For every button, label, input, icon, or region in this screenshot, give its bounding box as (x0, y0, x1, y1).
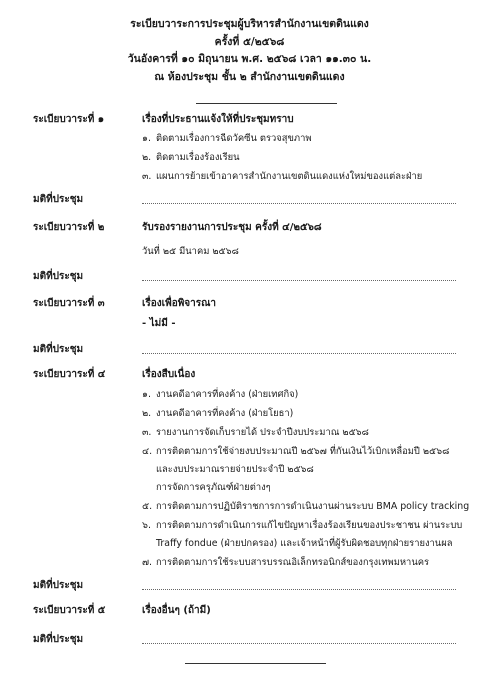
agenda-4-item: ๒. งานคดีอาคารที่คงค้าง (ฝ่ายโยธา) (142, 408, 294, 419)
agenda-4-title: เรื่องสืบเนื่อง (142, 369, 196, 380)
resolution-label-2: มติที่ประชุม (33, 271, 84, 282)
agenda-5-title: เรื่องอื่นๆ (ถ้ามี) (142, 605, 211, 616)
agenda-2-title: รับรองรายงานการประชุม ครั้งที่ ๔/๒๕๖๘ (142, 222, 322, 233)
resolution-label-1: มติที่ประชุม (33, 194, 84, 205)
agenda-4-item-continuation: และงบประมาณรายจ่ายประจำปี ๒๕๖๘ (156, 464, 314, 475)
agenda-4-item-continuation: Traffy fondue (ฝ่ายปกครอง) และเจ้าหน้าที่ผู้รับผิดชอบทุกฝ่ายรายงานผล (156, 538, 453, 549)
agenda-4-item: ๑. งานคดีอาคารที่คงค้าง (ฝ่ายเทศกิจ) (142, 389, 299, 400)
resolution-line-3 (142, 353, 456, 354)
meeting-number: ครั้งที่ ๕/๒๕๖๘ (214, 35, 285, 48)
resolution-label-3: มติที่ประชุม (33, 344, 84, 355)
resolution-line-4 (142, 589, 456, 590)
document-header (0, 16, 499, 86)
document-title: ระเบียบวาระการประชุมผู้บริหารสำนักงานเขตดินแดง (130, 18, 369, 30)
agenda-4-item: ๖. การติดตามการดำเนินการแก้ไขปัญหาเรื่องร้องเรียนของประชาชน ผ่านระบบ (142, 520, 463, 531)
agenda-4-item: ๕. การติดตามการปฏิบัติราชการการดำเนินงานผ่านระบบ BMA policy tracking (142, 501, 470, 512)
meeting-location: ณ ห้องประชุม ชั้น ๒ สำนักงานเขตดินแดง (154, 70, 345, 83)
agenda-4-item: ๔. การติดตามการใช้จ่ายงบประมาณปี ๒๕๖๗ ที่กันเงินไว้เบิกเหลื่อมปี ๒๕๖๘ (142, 446, 450, 457)
agenda-5-label: ระเบียบวาระที่ ๕ (33, 605, 106, 616)
agenda-2-date: วันที่ ๒๕ มีนาคม ๒๕๖๘ (142, 246, 239, 257)
agenda-3-title: เรื่องเพื่อพิจารณา (142, 298, 217, 309)
agenda-1-label: ระเบียบวาระที่ ๑ (33, 114, 105, 125)
agenda-1-item: ๓. แผนการย้ายเข้าอาคารสำนักงานเขตดินแดงแห่งใหม่ของแต่ละฝ่าย (142, 171, 423, 182)
agenda-4-item-continuation: การจัดการครุภัณฑ์ฝ่ายต่างๆ (156, 482, 271, 493)
resolution-line-2 (142, 280, 456, 281)
agenda-4-item: ๓. รายงานการจัดเก็บรายได้ ประจำปีงบประมาณ ๒๕๖๘ (142, 427, 369, 438)
resolution-line-1 (142, 203, 456, 204)
agenda-2-label: ระเบียบวาระที่ ๒ (33, 222, 105, 233)
agenda-4-item: ๗. การติดตามการใช้ระบบสารบรรณอิเล็กทรอนิกส์ของกรุงเทพมหานคร (142, 557, 430, 568)
agenda-1-item: ๑. ติดตามเรื่องการฉีดวัคซีน ตรวจสุขภาพ (142, 133, 312, 144)
agenda-3-label: ระเบียบวาระที่ ๓ (33, 298, 105, 309)
meeting-datetime: วันอังคารที่ ๑๐ มิถุนายน พ.ศ. ๒๕๖๘ เวลา ๑๑.๓๐ น. (127, 53, 372, 65)
agenda-1-title: เรื่องที่ประธานแจ้งให้ที่ประชุมทราบ (142, 114, 294, 125)
agenda-3-none: - ไม่มี - (142, 318, 176, 329)
agenda-4-label: ระเบียบวาระที่ ๔ (33, 369, 106, 380)
resolution-line-5 (142, 643, 456, 644)
resolution-label-5: มติที่ประชุม (33, 634, 84, 645)
agenda-1-item: ๒. ติดตามเรื่องร้องเรียน (142, 152, 240, 163)
footer-divider (185, 663, 326, 664)
header-divider (196, 103, 337, 104)
resolution-label-4: มติที่ประชุม (33, 580, 84, 591)
